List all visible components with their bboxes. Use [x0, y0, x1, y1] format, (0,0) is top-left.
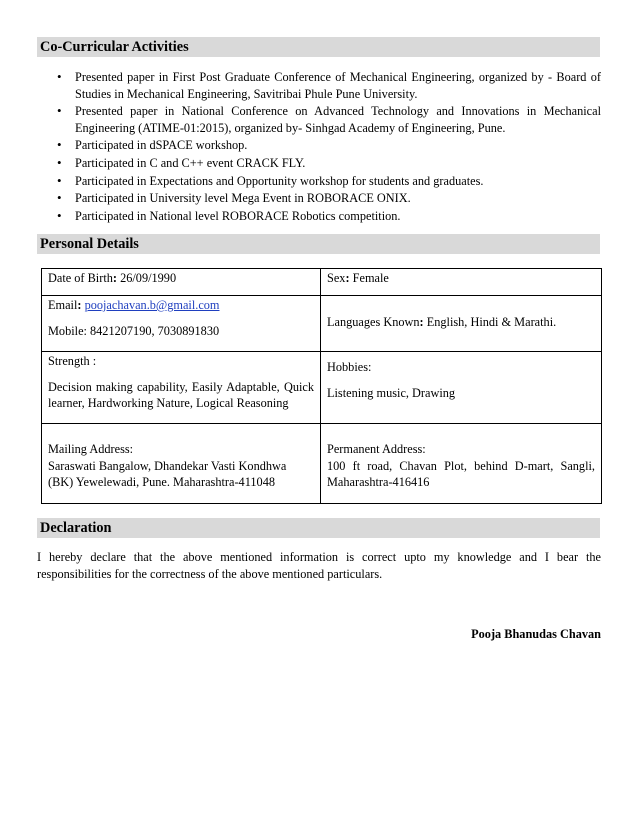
- permanent-label: Permanent Address:: [327, 442, 426, 456]
- declaration-text: I hereby declare that the above mentioned information is correct upto my knowledge and I bear the responsibilities for the correctness of the above mentioned particulars.: [37, 550, 601, 581]
- hobbies-cell: [321, 352, 602, 424]
- mailing-address-cell: [42, 424, 321, 504]
- list-item: • Participated in Expectations and Opportunity workshop for students and graduates.: [37, 173, 601, 190]
- mobile-text: Mobile: 8421207190, 7030891830: [48, 323, 220, 338]
- sex-value: Female: [352, 271, 389, 285]
- sex-label: Sex: [327, 271, 346, 285]
- signature-name: Pooja Bhanudas Chavan: [471, 627, 601, 641]
- dob-label: Date of Birth: [48, 271, 113, 285]
- languages-value: English, Hindi & Marathi.: [426, 314, 557, 329]
- languages-cell: Languages Known: English, Hindi & Marathi.: [321, 296, 602, 352]
- email-link[interactable]: poojachavan.b@gmail.com: [84, 298, 220, 312]
- personal-details-table: [41, 268, 602, 504]
- strength-value: Decision making capability, Easily Adaptable, Quick learner, Hardworking Nature, Logical Reasoning: [48, 379, 314, 411]
- cocurricular-heading: Co-Curricular Activities: [37, 37, 600, 57]
- strength-cell: [42, 352, 321, 424]
- dob-value: 26/09/1990: [120, 271, 177, 285]
- dob-cell: Date of Birth: 26/09/1990: [42, 269, 321, 296]
- hobbies-label: Hobbies:: [327, 360, 372, 374]
- mailing-value: Saraswati Bangalow, Dhandekar Vasti Kondhwa (BK) Yewelewadi, Pune. Maharashtra-411048: [48, 458, 287, 490]
- permanent-address-cell: [321, 424, 602, 504]
- strength-label: Strength :: [48, 354, 97, 368]
- permanent-value: 100 ft road, Chavan Plot, behind D-mart, Sangli, Maharashtra-416416: [327, 458, 595, 490]
- cocurricular-list: [37, 69, 601, 225]
- list-item: • Participated in University level Mega Event in ROBORACE ONIX.: [37, 190, 601, 207]
- declaration-heading: Declaration: [37, 518, 600, 538]
- hobbies-value: Listening music, Drawing: [327, 385, 456, 400]
- list-item: • Presented paper in First Post Graduate Conference of Mechanical Engineering, organized by - Board of Studies in Mechanical Engineering, Savitribai Phule Pune University.: [37, 69, 601, 102]
- sex-cell: Sex: Female: [321, 269, 602, 296]
- list-item: • Participated in National level ROBORACE Robotics competition.: [37, 208, 601, 225]
- list-item: • Presented paper in National Conference on Advanced Technology and Innovations in Mechanical Engineering (ATIME-01:2015), organized by- Sinhgad Academy of Engineering, Pune.: [37, 103, 601, 136]
- mailing-label: Mailing Address:: [48, 442, 134, 456]
- contact-cell: Email: poojachavan.b@gmail.com Mobile: 8421207190, 7030891830: [42, 296, 321, 352]
- email-label: Email: [48, 298, 78, 312]
- list-item: • Participated in C and C++ event CRACK FLY.: [37, 155, 601, 172]
- languages-label: Languages Known: [327, 314, 420, 329]
- list-item: • Participated in dSPACE workshop.: [37, 137, 601, 154]
- personal-details-heading: Personal Details: [37, 234, 600, 254]
